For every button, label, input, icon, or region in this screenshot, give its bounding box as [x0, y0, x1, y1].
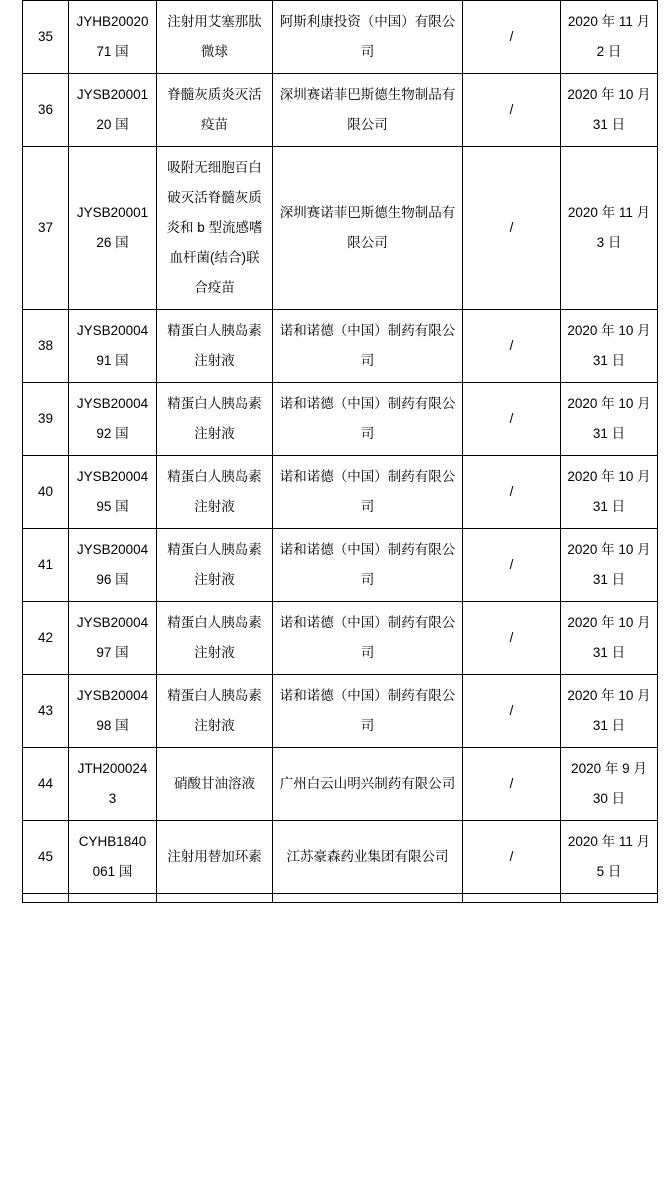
cell-index: 45 [23, 821, 69, 894]
cell-name: 吸附无细胞百白破灭活脊髓灰质炎和 b 型流感嗜血杆菌(结合)联合疫苗 [157, 147, 273, 310]
table-row [23, 821, 658, 894]
cell-name: 硝酸甘油溶液 [157, 748, 273, 821]
drug-approval-table [22, 0, 658, 903]
table-row [23, 675, 658, 748]
cell-date: 2020 年 10 月 31 日 [561, 456, 658, 529]
cell-name: 精蛋白人胰岛素注射液 [157, 456, 273, 529]
cell-code: JYSB2000126 国 [69, 147, 157, 310]
cell-mark [463, 894, 561, 903]
cell-name: 精蛋白人胰岛素注射液 [157, 675, 273, 748]
cell-code: CYHB1840061 国 [69, 821, 157, 894]
table-row [23, 147, 658, 310]
cell-date: 2020 年 10 月 31 日 [561, 675, 658, 748]
cell-mark: / [463, 383, 561, 456]
cell-name: 精蛋白人胰岛素注射液 [157, 383, 273, 456]
cell-firm: 广州白云山明兴制药有限公司 [273, 748, 463, 821]
table-row [23, 529, 658, 602]
cell-index: 39 [23, 383, 69, 456]
cell-code: JYSB2000120 国 [69, 74, 157, 147]
cell-index: 37 [23, 147, 69, 310]
cell-code: JYSB2000495 国 [69, 456, 157, 529]
cell-name: 精蛋白人胰岛素注射液 [157, 529, 273, 602]
cell-code: JTH2000243 [69, 748, 157, 821]
cell-name [157, 894, 273, 903]
cell-mark: / [463, 821, 561, 894]
cell-firm: 诺和诺德（中国）制药有限公司 [273, 602, 463, 675]
table-body [23, 1, 658, 903]
cell-index: 38 [23, 310, 69, 383]
cell-date: 2020 年 10 月 31 日 [561, 383, 658, 456]
cell-code [69, 894, 157, 903]
cell-date: 2020 年 11 月 3 日 [561, 147, 658, 310]
table-row-clipped [23, 894, 658, 903]
cell-mark: / [463, 74, 561, 147]
cell-firm: 深圳赛诺菲巴斯德生物制品有限公司 [273, 147, 463, 310]
cell-firm: 诺和诺德（中国）制药有限公司 [273, 675, 463, 748]
cell-firm: 诺和诺德（中国）制药有限公司 [273, 529, 463, 602]
cell-firm: 江苏豪森药业集团有限公司 [273, 821, 463, 894]
cell-date: 2020 年 9 月 30 日 [561, 748, 658, 821]
cell-firm: 诺和诺德（中国）制药有限公司 [273, 456, 463, 529]
table-row [23, 1, 658, 74]
cell-code: JYSB2000491 国 [69, 310, 157, 383]
cell-name: 脊髓灰质炎灭活疫苗 [157, 74, 273, 147]
cell-firm: 深圳赛诺菲巴斯德生物制品有限公司 [273, 74, 463, 147]
cell-firm: 阿斯利康投资（中国）有限公司 [273, 1, 463, 74]
table-row [23, 602, 658, 675]
cell-date: 2020 年 10 月 31 日 [561, 602, 658, 675]
cell-index [23, 894, 69, 903]
cell-code: JYSB2000497 国 [69, 602, 157, 675]
cell-name: 精蛋白人胰岛素注射液 [157, 310, 273, 383]
cell-index: 42 [23, 602, 69, 675]
cell-firm [273, 894, 463, 903]
cell-index: 40 [23, 456, 69, 529]
cell-firm: 诺和诺德（中国）制药有限公司 [273, 383, 463, 456]
cell-mark: / [463, 675, 561, 748]
cell-code: JYSB2000498 国 [69, 675, 157, 748]
cell-firm: 诺和诺德（中国）制药有限公司 [273, 310, 463, 383]
cell-name: 注射用替加环素 [157, 821, 273, 894]
cell-mark: / [463, 147, 561, 310]
cell-code: JYSB2000492 国 [69, 383, 157, 456]
cell-name: 注射用艾塞那肽微球 [157, 1, 273, 74]
table-row [23, 74, 658, 147]
cell-date: 2020 年 10 月 31 日 [561, 74, 658, 147]
cell-mark: / [463, 602, 561, 675]
cell-code: JYSB2000496 国 [69, 529, 157, 602]
table-row [23, 456, 658, 529]
cell-index: 44 [23, 748, 69, 821]
table-row [23, 748, 658, 821]
table-row [23, 383, 658, 456]
table-row [23, 310, 658, 383]
cell-mark: / [463, 1, 561, 74]
cell-date: 2020 年 10 月 31 日 [561, 529, 658, 602]
cell-mark: / [463, 748, 561, 821]
cell-index: 43 [23, 675, 69, 748]
cell-index: 36 [23, 74, 69, 147]
cell-mark: / [463, 310, 561, 383]
cell-name: 精蛋白人胰岛素注射液 [157, 602, 273, 675]
cell-date: 2020 年 10 月 31 日 [561, 310, 658, 383]
cell-mark: / [463, 456, 561, 529]
cell-date: 2020 年 11 月 5 日 [561, 821, 658, 894]
cell-index: 35 [23, 1, 69, 74]
cell-date: 2020 年 11 月 2 日 [561, 1, 658, 74]
cell-mark: / [463, 529, 561, 602]
cell-date [561, 894, 658, 903]
cell-index: 41 [23, 529, 69, 602]
cell-code: JYHB2002071 国 [69, 1, 157, 74]
